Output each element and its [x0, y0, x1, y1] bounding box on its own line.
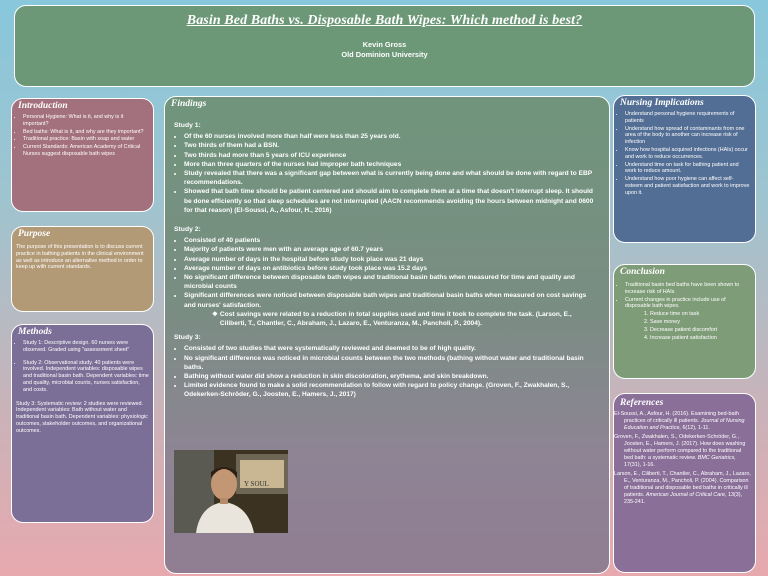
reference-entry [614, 471, 751, 505]
list-item: • Current Standards: American Academy of Critical Nurses suggest disposable bath wipes [23, 144, 149, 158]
person-photo-icon [174, 450, 288, 533]
sign-text: Y SOUL [244, 480, 269, 488]
methods-panel [11, 324, 154, 523]
author-name: Kevin Gross [362, 40, 407, 49]
purpose-panel [11, 226, 154, 312]
list-item: • Bathing without water did show a reduction in skin discoloration, erythema, and skin breakdown. [184, 372, 597, 381]
study1-label: Study 1: [174, 122, 201, 129]
list-item: 1. Reduce time on task [650, 311, 751, 318]
list-item: • Understand personal hygiene requirements of patients [625, 111, 751, 125]
reference-tail: 17(31), 1-16. [624, 461, 655, 468]
list-item: • Understand time on task for bathing patient and work to reduce amount. [625, 162, 751, 176]
list-item: • Study revealed that there was a significant gap between what is currently being done and what should be done with regard to EBP recommendations. [184, 169, 597, 187]
list-item: • Two thirds of them had a BSN. [184, 141, 597, 150]
purpose-text: The purpose of this presentation is to discuss current practice in bathing patients in the clinical environment as well as introduce an alternative method in order to keep up with current standards. [16, 244, 144, 271]
list-item: • Know how hospital acquired infections (HAIs) occur and work to reduce occurrences. [625, 147, 751, 161]
reference-text: Groven, F., Zwakhalen, S., Odekerken-Schröder, G., Joosten, E., Hamers, J. (2017). How does washing without water perform compared to the traditional bed bath: a systematic review. [614, 434, 746, 461]
reference-journal: BMC Geriatrics, [697, 454, 736, 461]
list-item: • Understand how poor hygiene can affect self-esteem and patient satisfaction and work to improve upon it. [625, 176, 751, 196]
poster-title: Basin Bed Baths vs. Disposable Bath Wipes: Which method is best? [186, 13, 583, 28]
list-item: • Study 2: Observational study. 40 patients were involved. Independent variables: disposable wipes and traditional basin bath. Dependent variables: time and quality, microbial counts, nurses satisfaction, and costs. [23, 360, 149, 394]
list-item: • Understand how spread of contaminants from one area of the body to another can increase risk of infection [625, 126, 751, 146]
list-item: • More than three quarters of the nurses had improper bath techniques [184, 160, 597, 169]
study3-label: Study 3: [174, 334, 201, 342]
reference-tail: 6(12), 1-11. [682, 424, 710, 431]
list-item: • Showed that bath time should be patient centered and should aim to complete them at a time that doesn't interrupt sleep. It should be done efficiently so that sleep schedules are not interrupted (AACN recommends avoiding the hours between midnight and 0600 for that reason) (El-Soussi, A., Asfour, H., 2016) [184, 187, 597, 215]
reference-text: El-Soussi, A., Asfour, H. (2016). Examining bed-bath practices of critically ill patients. [614, 411, 739, 424]
conclusion-panel [613, 264, 756, 379]
list-item: • Consisted of two studies that were systematically reviewed and deemed to be of high quality. [184, 344, 597, 353]
study2-subnote: Cost savings were related to a reduction in total supplies used and time it took to complete the task. (Larson, E., Ciliberti, T., Chantler, C., Abraham, J., Lazaro, E., Venturanza, M., Pancholi, P., 2004). [219, 310, 572, 328]
reference-journal: Journal of Nursing Education and Practice, [624, 417, 745, 431]
introduction-panel [11, 98, 154, 212]
list-item: • Average number of days in the hospital before study took place was 21 days [184, 255, 597, 264]
author-photo [174, 450, 288, 533]
diamond-bullet-icon: ❖ [212, 310, 218, 318]
study2-label: Study 2: [174, 226, 201, 234]
list-item: 2. Save money [650, 319, 751, 326]
list-item: • Study 1: Descriptive design. 60 nurses were observed. Graded using "assessment sheet" [23, 340, 149, 354]
list-item: • Traditional practice: Basin with soap and water [23, 136, 149, 143]
reference-tail: 13(3), 235-241. [624, 491, 743, 505]
list-item: • Current changes in practice include use of disposable bath wipes. [625, 297, 751, 311]
list-item: • No significant difference between disposable bath wipes and traditional basin baths when measured for time and quality and microbial counts [184, 273, 597, 291]
list-item: • Of the 60 nurses involved more than half were less than 25 years old. [184, 132, 597, 141]
list-item: 3. Decrease patient discomfort [650, 327, 751, 334]
title-banner [14, 5, 755, 87]
methods-study3: Study 3: Systematic review: 2 studies were reviewed. Independent variables: Bath without water and traditional basin bath. Dependent variables: physiologic outcomes, stakeholder outcomes, and organizational outcomes. [16, 400, 148, 434]
list-item: • Limited evidence found to make a solid recommendation to follow with regard to policy change. (Groven, F., Zwakhalen, S., Odekerken-Schröder, G., Joosten, E., Hamers, J., 2017) [184, 381, 597, 399]
findings-heading: Findings [171, 99, 207, 109]
list-item: • No significant difference was noticed in microbial counts between the two methods (bathing without water and traditional basin baths. [184, 354, 597, 372]
list-item: • Traditional basin bed baths have been shown to increase risk of HAIs [625, 282, 751, 296]
methods-heading: Methods [18, 327, 52, 337]
list-item: • Majority of patients were men with an average age of 60.7 years [184, 245, 597, 254]
list-item: • Consisted of 40 patients [184, 236, 597, 245]
reference-text: Larson, E., Ciliberti, T., Chantler, C., Abraham, J., Lazaro, E., Venturanza, M., Pancholi, P. (2004). Comparison of traditional and disposable bed baths in critically ill patients. [614, 471, 751, 498]
references-panel [613, 393, 756, 573]
affiliation: Old Dominion University [341, 50, 428, 59]
purpose-heading: Purpose [18, 229, 51, 239]
reference-entry [614, 411, 751, 431]
conclusion-heading: Conclusion [620, 267, 665, 277]
introduction-heading: Introduction [18, 101, 68, 111]
list-item: • Two thirds had more than 5 years of ICU experience [184, 151, 597, 160]
implications-heading: Nursing Implications [620, 98, 704, 108]
reference-journal: American Journal of Critical Care, [645, 491, 727, 498]
implications-panel [613, 95, 756, 243]
list-item: • Personal Hygiene: What is it, and why is it important? [23, 114, 149, 128]
references-heading: References [620, 398, 664, 408]
list-item: • Bed baths: What is it, and why are they important? [23, 129, 149, 136]
list-item: • Significant differences were noticed between disposable bath wipes and traditional basin baths when measured on cost savings and nurses' satisfaction. [184, 291, 597, 309]
list-item: 4. Increase patient satisfaction [650, 335, 751, 342]
reference-entry [614, 434, 751, 468]
list-item: • Average number of days on antibiotics before study took place was 15.2 days [184, 264, 597, 273]
